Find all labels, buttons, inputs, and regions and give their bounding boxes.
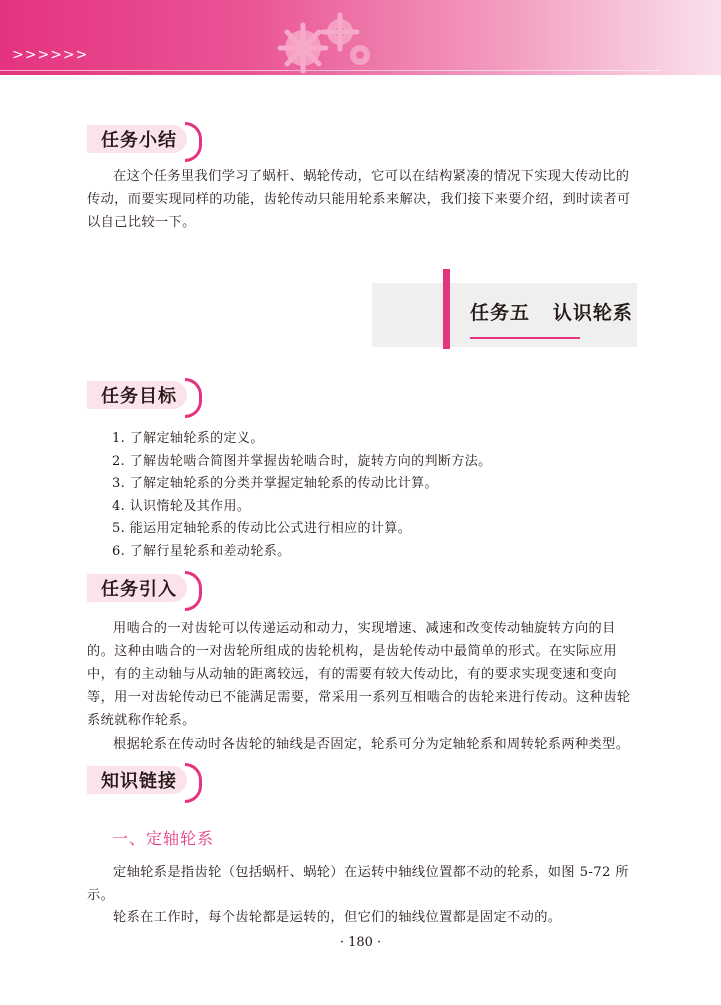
summary-heading: 任务小结: [101, 130, 177, 151]
list-item: 2. 了解齿轮啮合简图并掌握齿轮啮合时，旋转方向的判断方法。: [112, 453, 492, 469]
knowledge-paragraph-1: 定轴轮系是指齿轮（包括蜗杆、蜗轮）在运转中轴线位置都不动的轮系，如图 5-72 所示。: [87, 865, 629, 903]
list-item: 5. 能运用定轴轮系的传动比公式进行相应的计算。: [112, 521, 412, 537]
tab-arc-decoration: [185, 763, 202, 803]
list-item: 3. 了解定轴轮系的分类并掌握定轴轮系的传动比计算。: [112, 476, 438, 492]
gear-icon: [268, 10, 378, 75]
knowledge-heading: 知识链接: [101, 771, 177, 792]
summary-section-tab: [87, 125, 205, 155]
chevrons-decoration: >>>>>>: [12, 47, 89, 63]
intro-paragraph-2: 根据轮系在传动时各齿轮的轴线是否固定，轮系可分为定轴轮系和周转轮系两种类型。: [113, 737, 630, 752]
summary-paragraph: 在这个任务里我们学习了蜗杆、蜗轮传动，它可以在结构紧凑的情况下实现大传动比的传动，而要实现同样的功能，齿轮传动只能用轮系来解决，我们接下来要介绍，到时读者可以自己比较一下。: [87, 169, 631, 230]
knowledge-paragraph-2: 轮系在工作时，每个齿轮都是运转的，但它们的轴线位置都是固定不动的。: [113, 910, 562, 925]
task-title: 任务五 认识轮系: [470, 302, 633, 324]
goals-list: [112, 428, 492, 564]
page-number: · 180 ·: [339, 935, 382, 950]
tab-arc-decoration: [185, 378, 202, 418]
goals-heading: 任务目标: [101, 386, 177, 407]
tab-arc-decoration: [185, 122, 202, 162]
intro-paragraph-1: 用啮合的一对齿轮可以传递运动和动力，实现增速、减速和改变传动轴旋转方向的目的。这种由啮合的一对齿轮所组成的齿轮机构，是齿轮传动中最简单的形式。在实际应用中，有的主动轴与从动轴的距离较远，有的需要有较大传动比，有的要求实现变速和变向等，用一对齿轮传动已不能满足需要，常采用一系列互相啮合的齿轮来进行传动。这种齿轮系统就称作轮系。: [87, 621, 631, 728]
list-item: 6. 了解行星轮系和差动轮系。: [112, 543, 291, 559]
task-title-accent-bar: [443, 269, 450, 349]
intro-section-tab: [87, 574, 205, 604]
page-header-banner: [0, 0, 721, 75]
list-item: 1. 了解定轴轮系的定义。: [112, 431, 264, 446]
intro-heading: 任务引入: [101, 579, 177, 600]
goals-section-tab: [87, 381, 205, 411]
tab-arc-decoration: [185, 571, 202, 611]
task-title-underline: [470, 337, 580, 339]
fixed-axis-subheading: 一、定轴轮系: [112, 829, 215, 848]
knowledge-section-tab: [87, 766, 205, 796]
list-item: 4. 认识惰轮及其作用。: [112, 498, 251, 514]
